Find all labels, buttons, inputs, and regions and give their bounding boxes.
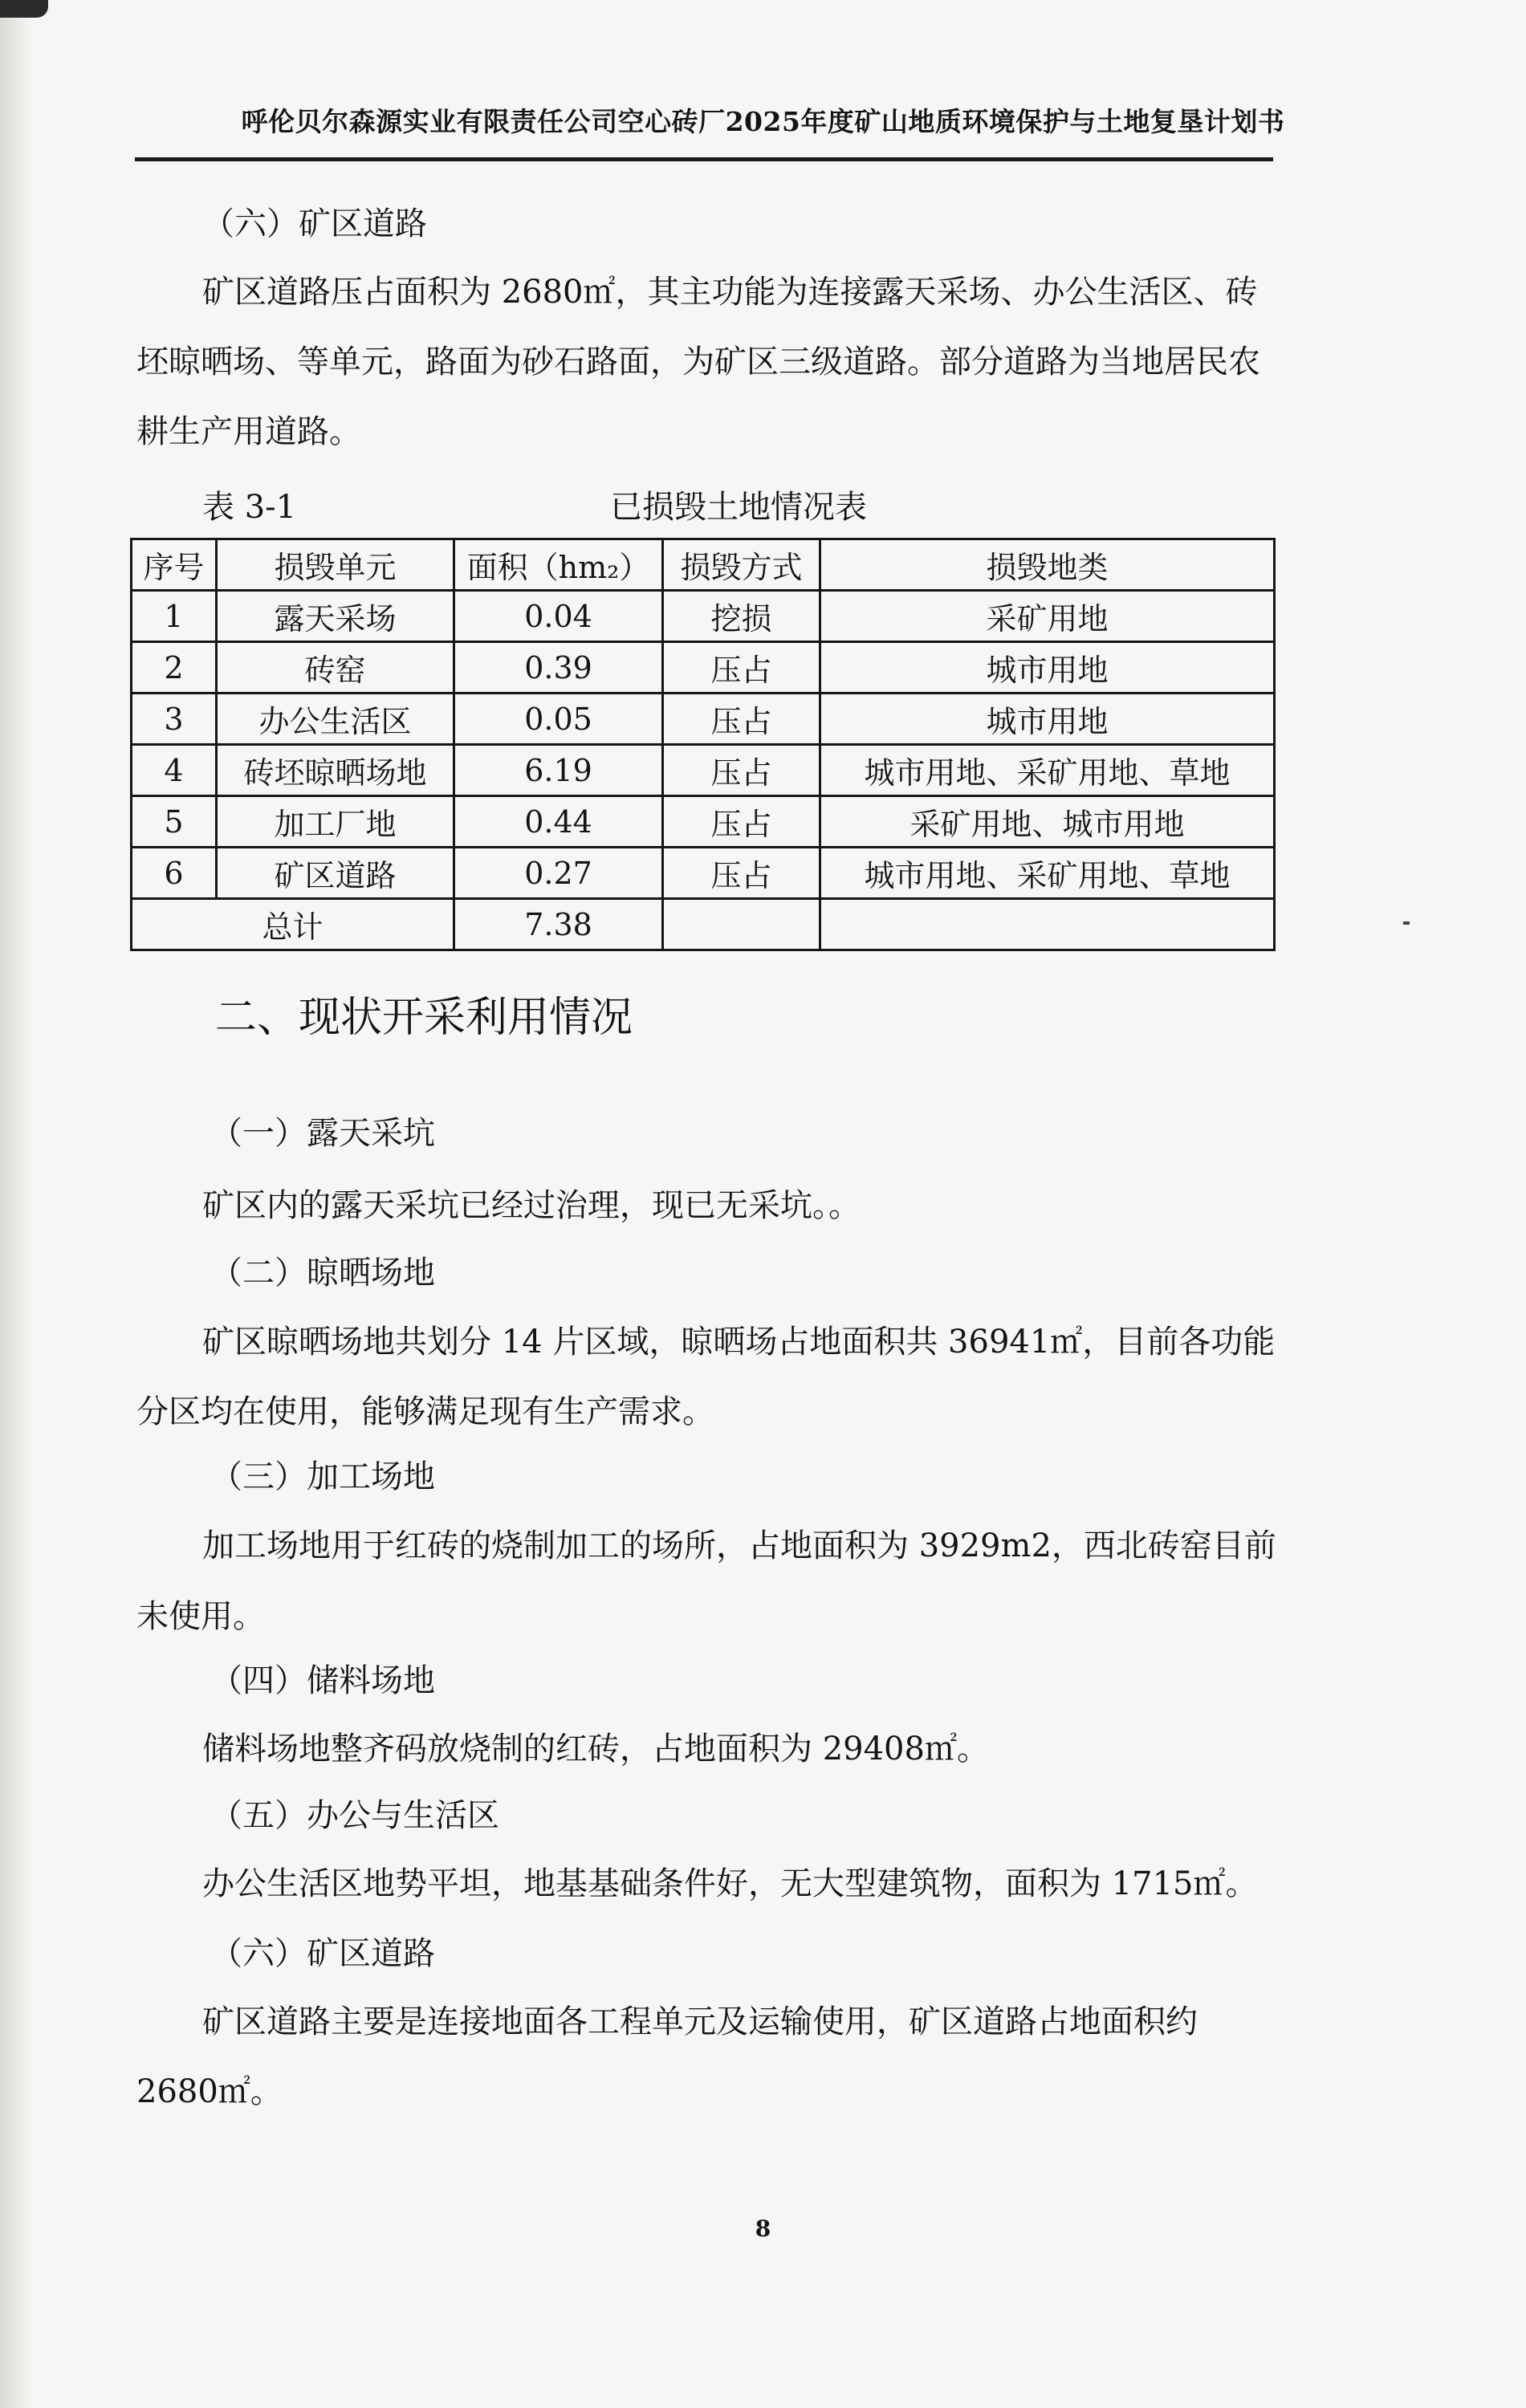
header-area: 面积（hm₂） bbox=[454, 539, 663, 591]
damaged-land-table bbox=[130, 538, 1276, 951]
cell-unit: 露天采场 bbox=[217, 591, 454, 642]
cell-index: 3 bbox=[132, 694, 217, 745]
table-total-row bbox=[132, 899, 1275, 950]
cell-area: 0.05 bbox=[454, 694, 663, 745]
cell-method: 压占 bbox=[663, 745, 820, 796]
cell-method: 压占 bbox=[663, 694, 820, 745]
cell-land-type: 采矿用地、城市用地 bbox=[820, 796, 1275, 848]
cell-area: 0.04 bbox=[454, 591, 663, 642]
cell-method: 压占 bbox=[663, 848, 820, 899]
road-line-1: 矿区道路主要是连接地面各工程单元及运输使用，矿区道路占地面积约 bbox=[202, 2003, 1198, 2040]
table-number: 表 3-1 bbox=[202, 489, 297, 526]
cell-index: 4 bbox=[132, 745, 217, 796]
processing-heading: （三）加工场地 bbox=[210, 1458, 435, 1495]
cell-land-type: 城市用地、采矿用地、草地 bbox=[820, 848, 1275, 899]
road-section-heading: （六）矿区道路 bbox=[202, 205, 427, 242]
road-section-line-1: 矿区道路压占面积为 2680㎡，其主功能为连接露天采场、办公生活区、砖 bbox=[202, 274, 1258, 311]
cell-index: 5 bbox=[132, 796, 217, 848]
storage-line-1: 储料场地整齐码放烧制的红砖，占地面积为 29408㎡。 bbox=[202, 1731, 989, 1767]
cell-unit: 矿区道路 bbox=[217, 848, 454, 899]
running-header: 呼伦贝尔森源实业有限责任公司空心砖厂2025年度矿山地质环境保护与土地复垦计划书 bbox=[241, 106, 1285, 137]
table-row bbox=[132, 591, 1275, 642]
cell-unit: 办公生活区 bbox=[217, 694, 454, 745]
total-label: 总计 bbox=[132, 899, 454, 950]
header-index: 序号 bbox=[132, 539, 217, 591]
cell-land-type: 采矿用地 bbox=[820, 591, 1275, 642]
pit-heading: （一）露天采坑 bbox=[210, 1115, 435, 1152]
scan-corner-mark bbox=[0, 0, 48, 18]
road-line-2: 2680㎡。 bbox=[136, 2073, 283, 2110]
header-land-type: 损毁地类 bbox=[820, 539, 1275, 591]
road-section-line-2: 坯晾晒场、等单元，路面为砂石路面，为矿区三级道路。部分道路为当地居民农 bbox=[136, 344, 1260, 380]
total-land-type-empty bbox=[820, 899, 1275, 950]
status-section-heading: 二、现状开采利用情况 bbox=[215, 994, 633, 1042]
table-row bbox=[132, 642, 1275, 694]
cell-method: 压占 bbox=[663, 642, 820, 694]
office-heading: （五）办公与生活区 bbox=[210, 1797, 499, 1834]
processing-line-2: 未使用。 bbox=[136, 1598, 265, 1635]
processing-line-1: 加工场地用于红砖的烧制加工的场所，占地面积为 3929m2，西北砖窑目前 bbox=[202, 1527, 1276, 1564]
table-row bbox=[132, 694, 1275, 745]
cell-land-type: 城市用地 bbox=[820, 694, 1275, 745]
cell-area: 0.27 bbox=[454, 848, 663, 899]
table-header-row bbox=[132, 539, 1275, 591]
road-heading: （六）矿区道路 bbox=[210, 1935, 435, 1972]
header-method: 损毁方式 bbox=[663, 539, 820, 591]
cell-index: 2 bbox=[132, 642, 217, 694]
drying-line-2: 分区均在使用，能够满足现有生产需求。 bbox=[136, 1393, 714, 1430]
cell-method: 挖损 bbox=[663, 591, 820, 642]
page-number: 8 bbox=[755, 2215, 771, 2242]
total-method-empty bbox=[663, 899, 820, 950]
total-area: 7.38 bbox=[454, 899, 663, 950]
table-row bbox=[132, 796, 1275, 848]
drying-line-1: 矿区晾晒场地共划分 14 片区域，晾晒场占地面积共 36941㎡，目前各功能 bbox=[202, 1324, 1276, 1361]
header-rule bbox=[135, 157, 1273, 161]
cell-index: 6 bbox=[132, 848, 217, 899]
cell-land-type: 城市用地、采矿用地、草地 bbox=[820, 745, 1275, 796]
pit-line-1: 矿区内的露天采坑已经过治理，现已无采坑。。 bbox=[202, 1187, 861, 1224]
cell-area: 0.39 bbox=[454, 642, 663, 694]
table-row bbox=[132, 848, 1275, 899]
cell-unit: 砖坯晾晒场地 bbox=[217, 745, 454, 796]
cell-unit: 加工厂地 bbox=[217, 796, 454, 848]
header-unit: 损毁单元 bbox=[217, 539, 454, 591]
cell-unit: 砖窑 bbox=[217, 642, 454, 694]
road-section-line-3: 耕生产用道路。 bbox=[136, 413, 361, 450]
drying-heading: （二）晾晒场地 bbox=[210, 1255, 435, 1291]
cell-area: 0.44 bbox=[454, 796, 663, 848]
table-row bbox=[132, 745, 1275, 796]
cell-method: 压占 bbox=[663, 796, 820, 848]
scan-edge-shadow bbox=[0, 0, 32, 2408]
cell-area: 6.19 bbox=[454, 745, 663, 796]
storage-heading: （四）储料场地 bbox=[210, 1662, 435, 1699]
cell-index: 1 bbox=[132, 591, 217, 642]
scan-speck bbox=[1403, 921, 1410, 925]
cell-land-type: 城市用地 bbox=[820, 642, 1275, 694]
office-line-1: 办公生活区地势平坦，地基基础条件好，无大型建筑物，面积为 1715㎡。 bbox=[202, 1865, 1258, 1902]
table-title: 已损毁土地情况表 bbox=[610, 489, 867, 526]
